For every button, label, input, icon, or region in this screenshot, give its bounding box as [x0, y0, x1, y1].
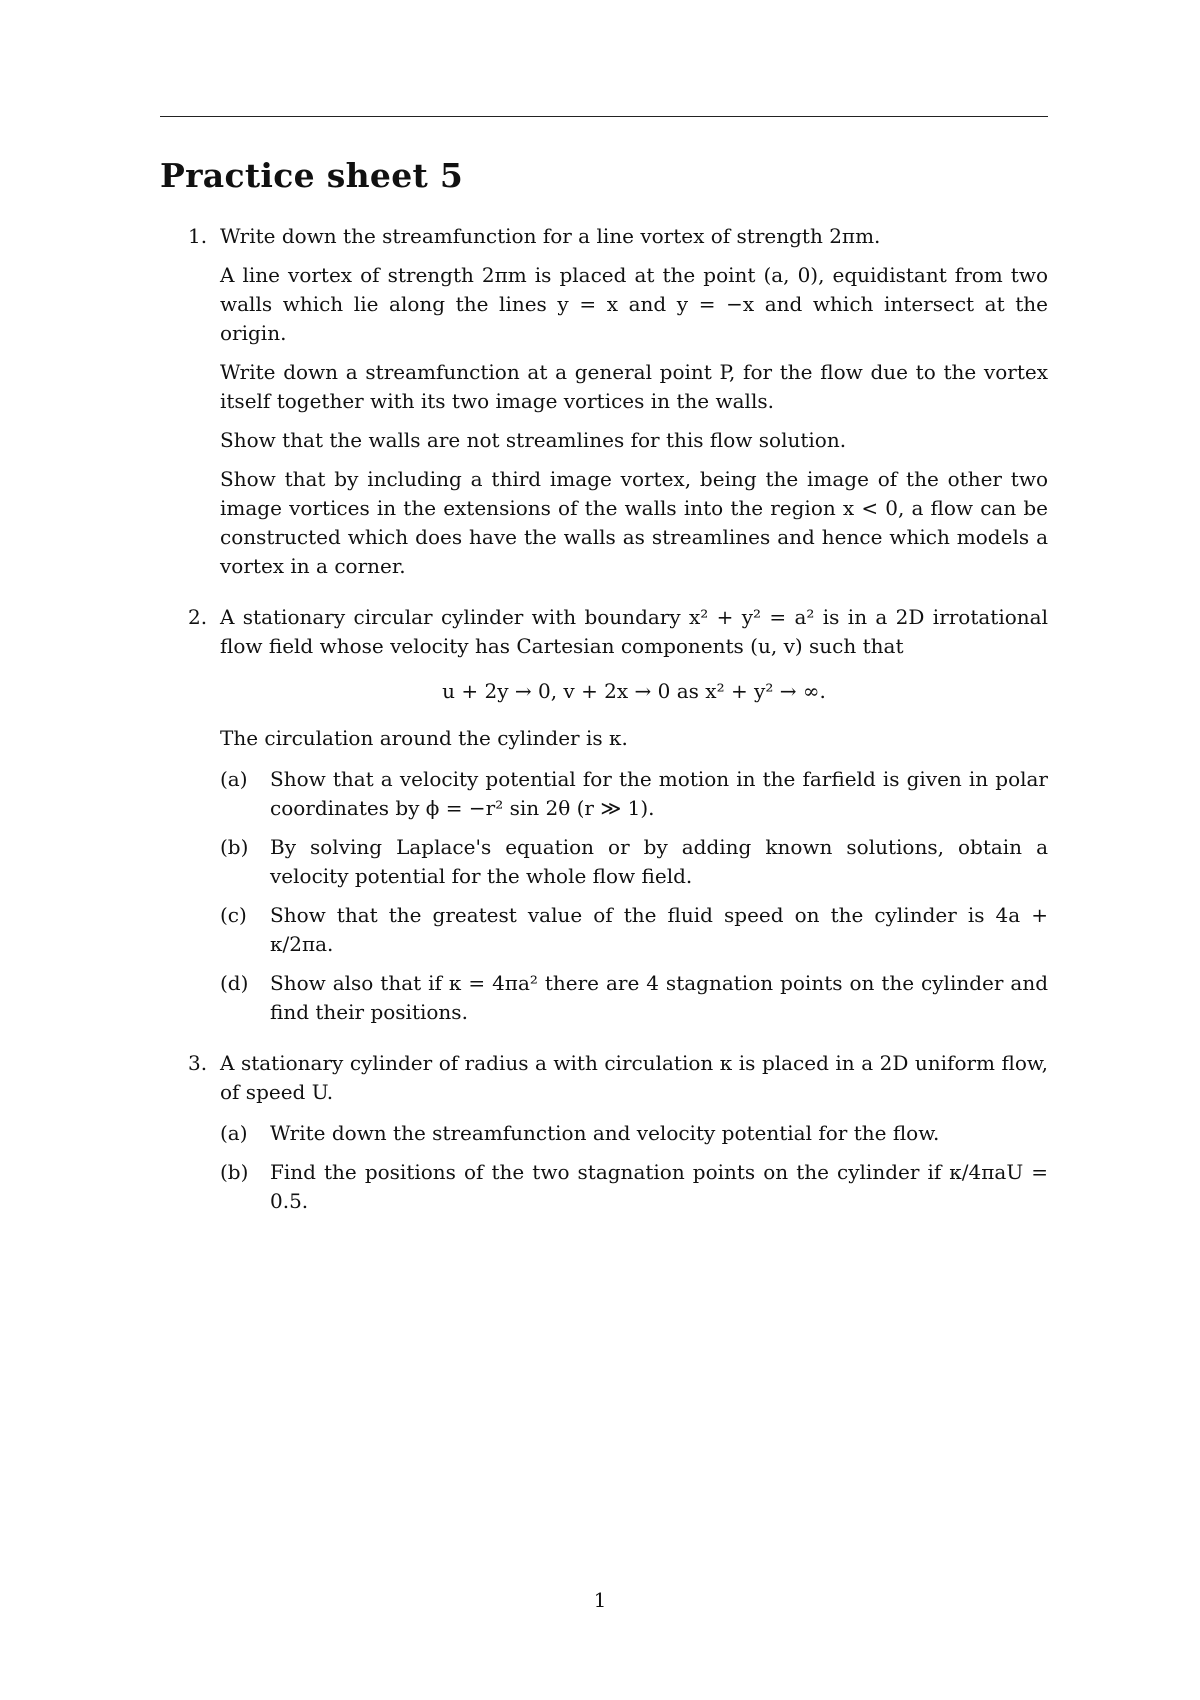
question-paragraph: Write down a streamfunction at a general point P, for the flow due to the vortex itself together with its two image vortices in the walls. [220, 360, 1048, 413]
sub-question-text: Write down the streamfunction and velocity potential for the flow. [270, 1121, 940, 1145]
sub-question-d [220, 969, 1048, 1027]
question-paragraph: Show that by including a third image vortex, being the image of the other two image vortices in the extensions of the walls into the region x < 0, a flow can be constructed which does have the walls as streamlines and hence which models a vortex in a corner. [220, 467, 1048, 578]
question-3 [160, 1049, 1048, 1216]
question-number: 1. [188, 224, 208, 248]
question-paragraph: The circulation around the cylinder is κ. [220, 726, 628, 750]
display-equation: u + 2y → 0, v + 2x → 0 as x² + y² → ∞. [442, 679, 826, 703]
question-intro: A stationary circular cylinder with boundary x² + y² = a² is in a 2D irrotational flow field whose velocity has Cartesian components (u, v) such that [220, 605, 1048, 658]
sub-question-text: Find the positions of the two stagnation points on the cylinder if κ/4πaU = 0.5. [270, 1160, 1048, 1213]
question-paragraph: Write down the streamfunction for a line vortex of strength 2πm. [220, 224, 881, 248]
question-number: 2. [188, 605, 208, 629]
sub-question-b [220, 833, 1048, 891]
sub-question-a [220, 1119, 1048, 1148]
sub-question-text: Show that the greatest value of the fluid speed on the cylinder is 4a + κ/2πa. [270, 903, 1048, 956]
sub-question-label: (b) [220, 1160, 249, 1184]
sub-question-label: (a) [220, 767, 248, 791]
sub-question-text: Show also that if κ = 4πa² there are 4 stagnation points on the cylinder and find their positions. [270, 971, 1048, 1024]
sub-question-label: (c) [220, 903, 247, 927]
sub-question-list [220, 765, 1048, 1027]
sub-question-text: By solving Laplace's equation or by adding known solutions, obtain a velocity potential for the whole flow field. [270, 835, 1048, 888]
question-paragraph: A line vortex of strength 2πm is placed at the point (a, 0), equidistant from two walls which lie along the lines y = x and y = −x and which intersect at the origin. [220, 263, 1048, 345]
question-paragraph: Show that the walls are not streamlines for this flow solution. [220, 428, 847, 452]
sub-question-label: (b) [220, 835, 249, 859]
sub-question-label: (d) [220, 971, 249, 995]
page-title: Practice sheet 5 [160, 156, 464, 195]
sub-question-list [220, 1119, 1048, 1216]
question-2 [160, 603, 1048, 1027]
question-list [160, 222, 1048, 1238]
sub-question-text: Show that a velocity potential for the motion in the farfield is given in polar coordinates by ϕ = −r² sin 2θ (r ≫ 1). [270, 767, 1048, 820]
sub-question-b [220, 1158, 1048, 1216]
sub-question-a [220, 765, 1048, 823]
page-number: 1 [593, 1588, 607, 1612]
header-rule [160, 116, 1048, 117]
question-1 [160, 222, 1048, 581]
sub-question-label: (a) [220, 1121, 248, 1145]
question-number: 3. [188, 1051, 208, 1075]
sub-question-c [220, 901, 1048, 959]
question-intro: A stationary cylinder of radius a with circulation κ is placed in a 2D uniform flow, of speed U. [220, 1051, 1048, 1104]
